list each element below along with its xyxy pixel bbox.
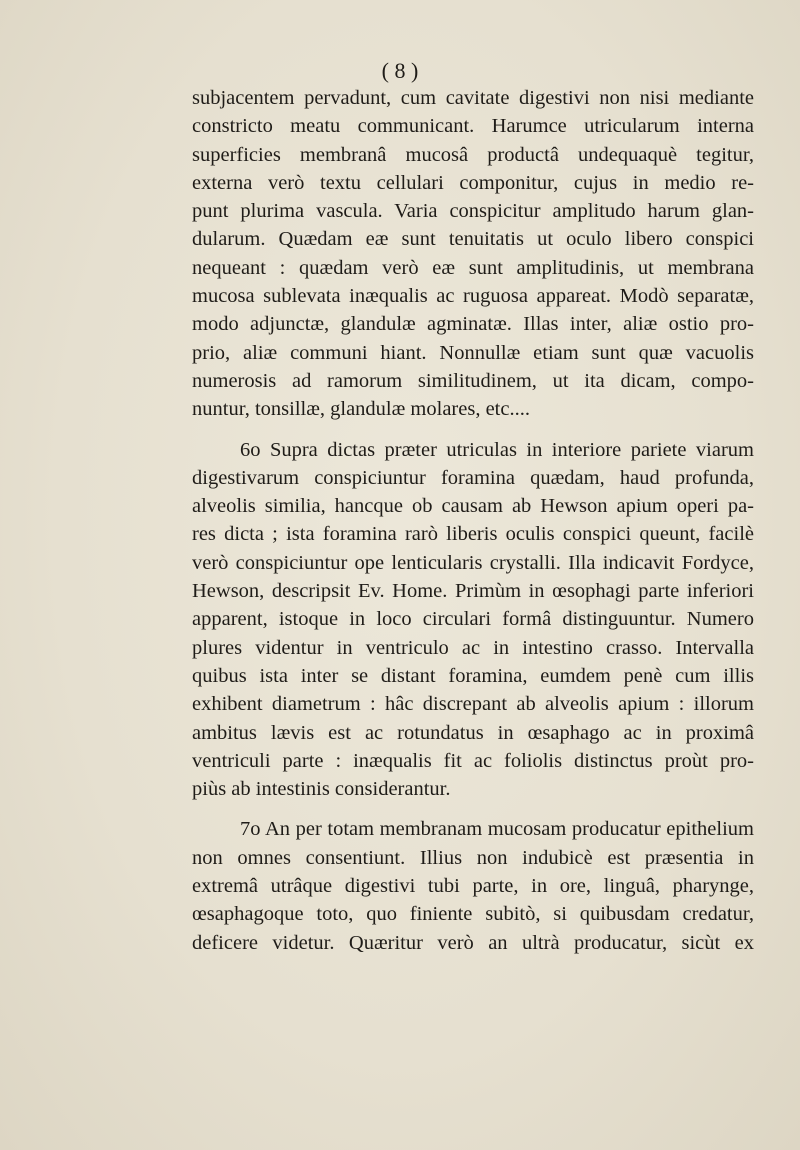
text-line: dularum. Quædam eæ sunt tenuitatis ut oculo libero conspici: [192, 228, 754, 251]
text-line: piùs ab intestinis considerantur.: [192, 778, 451, 801]
text-line: 6o Supra dictas præter utriculas in interiore pariete viarum: [240, 438, 754, 461]
text-line: extremâ utrâque digestivi tubi parte, in ore, linguâ, pharynge,: [192, 875, 754, 898]
paragraph-gap: [192, 424, 754, 436]
text-line: mucosa sublevata inæqualis ac ruguosa appareat. Modò separatæ,: [192, 285, 754, 308]
text-line: res dicta ; ista foramina rarò liberis oculis conspici queunt, facilè: [192, 523, 754, 546]
text-line: digestivarum conspiciuntur foramina quædam, haud profunda,: [192, 466, 754, 489]
text-line: Hewson, descripsit Ev. Home. Primùm in œsophagi parte inferiori: [192, 580, 754, 603]
text-line: nequeant : quædam verò eæ sunt amplitudinis, ut membrana: [192, 256, 754, 279]
text-line: superficies membranâ mucosâ productâ undequaquè tegitur,: [192, 143, 754, 166]
text-line: modo adjunctæ, glandulæ agminatæ. Illas inter, aliæ ostio pro-: [192, 313, 754, 336]
paragraph-5-continued: [192, 84, 754, 424]
text-line: verò conspiciuntur ope lenticularis crystalli. Illa indicavit Fordyce,: [192, 551, 754, 574]
paragraph-gap: [192, 803, 754, 815]
page-number: ( 8 ): [381, 58, 419, 83]
text-line: punt plurima vascula. Varia conspicitur amplitudo harum glan-: [192, 200, 754, 223]
text-line: numerosis ad ramorum similitudinem, ut ita dicam, compo-: [192, 369, 754, 392]
text-line: alveolis similia, hancque ob causam ab Hewson apium operi pa-: [192, 495, 754, 518]
text-line: ventriculi parte : inæqualis fit ac foliolis distinctus proùt pro-: [192, 749, 754, 772]
text-line: externa verò textu cellulari componitur, cujus in medio re-: [192, 171, 754, 194]
text-line: prio, aliæ communi hiant. Nonnullæ etiam sunt quæ vacuolis: [192, 341, 754, 364]
text-line: œsaphagoque toto, quo finiente subitò, si quibusdam credatur,: [192, 903, 754, 926]
text-line: subjacentem pervadunt, cum cavitate digestivi non nisi mediante: [192, 87, 754, 109]
text-line: nuntur, tonsillæ, glandulæ molares, etc....: [192, 398, 530, 421]
text-line: apparent, istoque in loco circulari formâ distinguuntur. Numero: [192, 608, 754, 631]
text-line: exhibent diametrum : hâc discrepant ab alveolis apium : illorum: [192, 693, 754, 716]
paragraph-7: [192, 815, 754, 956]
body-text: [192, 84, 754, 957]
paragraph-6: [192, 436, 754, 804]
text-line: 7o An per totam membranam mucosam producatur epithelium: [240, 818, 754, 841]
text-line: ambitus lævis est ac rotundatus in œsaphago ac in proximâ: [192, 721, 754, 744]
text-line: constricto meatu communicant. Harumce utricularum interna: [192, 115, 754, 138]
text-line: quibus ista inter se distant foramina, eumdem penè cum illis: [192, 664, 754, 687]
text-line: deficere videtur. Quæritur verò an ultrà producatur, sicùt ex: [192, 931, 754, 954]
text-line: plures videntur in ventriculo ac in intestino crasso. Intervalla: [192, 636, 754, 659]
text-line: non omnes consentiunt. Illius non indubicè est præsentia in: [192, 846, 754, 869]
